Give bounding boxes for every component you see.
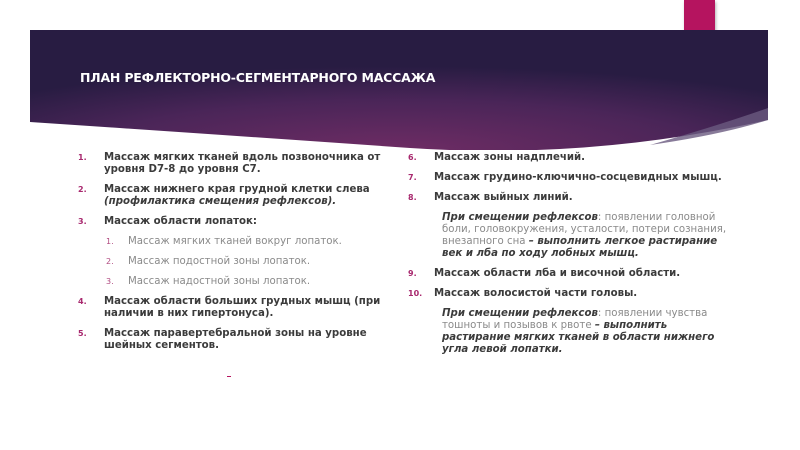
note-label: При смещении рефлексов [442,212,598,223]
item-number: 4. [78,297,87,306]
item-text: Массаж мягких тканей вокруг лопаток. [128,236,342,247]
list-item [408,192,738,204]
item-number: 2. [106,257,114,266]
item-text: Массаж надостной зоны лопаток. [128,276,311,287]
item-text: Массаж выйных линий. [434,192,573,203]
item-number: 8. [408,193,417,202]
list-item [78,216,398,228]
list-item [408,268,738,280]
item-number: 7. [408,173,417,182]
left-list [78,152,398,360]
item-text [104,184,398,208]
item-number: 6. [408,153,417,162]
list-item [78,184,398,208]
item-number: 5. [78,329,87,338]
list-item [408,288,738,300]
reflex-note [442,308,738,356]
item-number: 3. [78,217,87,226]
list-item [78,328,398,352]
list-item [408,152,738,164]
sub-item [106,236,398,248]
list-item [78,152,398,176]
note-label: При смещении рефлексов [442,308,598,319]
item-text: Массаж зоны надплечий. [434,152,586,163]
item-text: Массаж паравертебральной зоны на уровне шейных сегментов. [104,328,367,351]
reflex-note [442,212,738,260]
note-action: – выполнить легкое растирание век и лба по ходу лобных мышц. [442,236,718,259]
slide-title: ПЛАН РЕФЛЕКТОРНО-СЕГМЕНТАРНОГО МАССАЖА [80,70,436,85]
item-text: Массаж мягких тканей вдоль позвоночника от уровня D7-8 до уровня C7. [104,152,381,175]
right-list [408,152,738,364]
item-number: 9. [408,269,417,278]
list-item [78,296,398,320]
decorative-dash [227,376,231,377]
item-number: 1. [78,153,87,162]
item-text: Массаж области лопаток: [104,216,257,227]
item-text-italic: (профилактика смещения рефлексов). [104,196,337,207]
item-text: Массаж волосистой части головы. [434,288,638,299]
item-number: 2. [78,185,87,194]
item-number: 3. [106,277,114,286]
title-banner [30,30,768,150]
item-number: 10. [408,289,423,298]
note-action: – выполнить растирание мягких тканей в области нижнего угла левой лопатки. [442,320,715,355]
sub-item [106,276,398,288]
item-text-main: Массаж нижнего края грудной клетки слева [104,184,370,195]
item-text: Массаж области лба и височной области. [434,268,681,279]
item-text: Массаж области больших грудных мышц (при наличии в них гипертонуса). [104,296,381,319]
item-number: 1. [106,237,114,246]
note-text: : появлении головной боли, головокружения, усталости, потери сознания, внезапного сна [442,212,727,247]
note-text: : появлении чувства тошноты и позывов к рвоте [442,308,708,331]
list-item [408,172,738,184]
sub-item [106,256,398,268]
item-text: Массаж грудино-ключично-сосцевидных мышц. [434,172,722,183]
item-text: Массаж подостной зоны лопаток. [128,256,311,267]
